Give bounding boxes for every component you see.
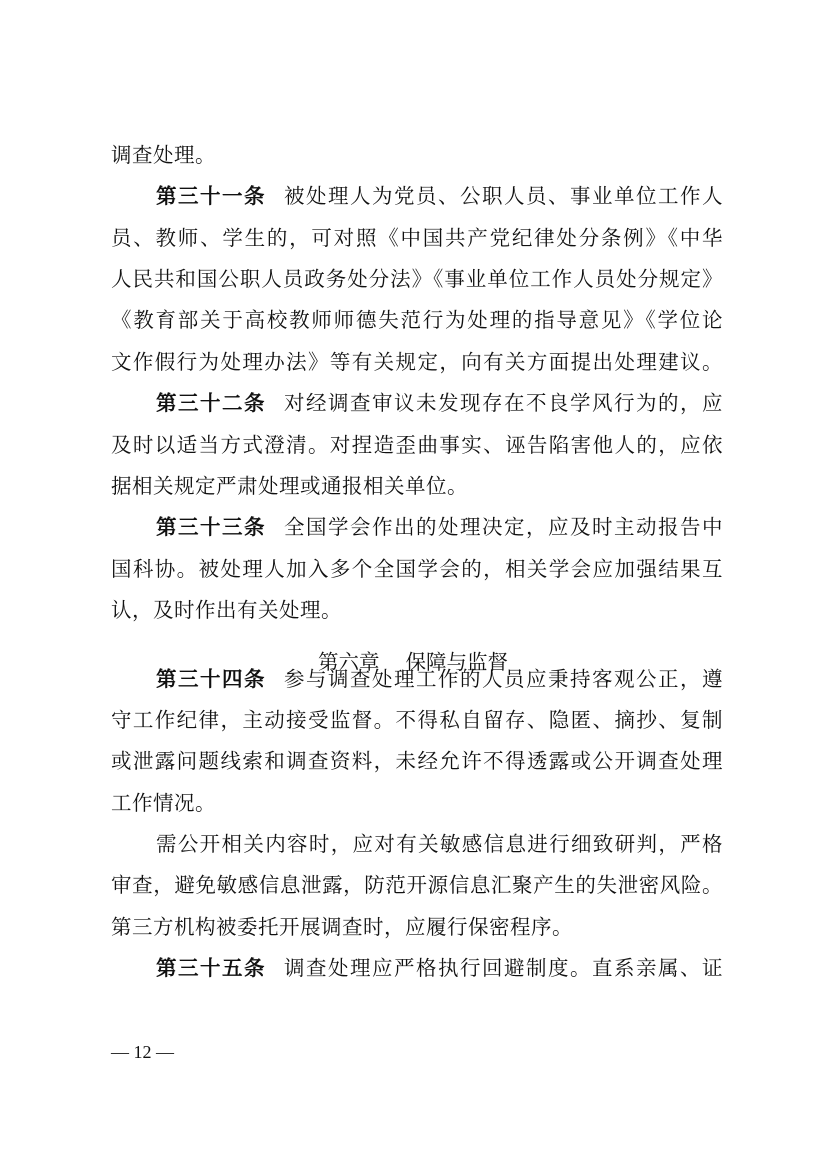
page-number: — 12 — — [111, 1042, 174, 1062]
body-line: 及时以适当方式澄清。对捏造歪曲事实、诬告陷害他人的，应依 — [111, 433, 723, 457]
chapter-heading: 第六章 保障与监督 — [317, 650, 509, 674]
article-number: 第三十二条 — [156, 391, 266, 415]
article-33-line: 第三十三条 全国学会作出的处理决定，应及时主动报告中 — [156, 515, 723, 539]
article-34-line: 第三十四条 参与调查处理工作的人员应秉持客观公正，遵 — [156, 667, 723, 691]
article-number: 第三十三条 — [156, 515, 266, 539]
body-line: 国科协。被处理人加入多个全国学会的，相关学会应加强结果互 — [111, 557, 723, 581]
body-line: 认，及时作出有关处理。 — [111, 598, 342, 622]
body-line: 人民共和国公职人员政务处分法》《事业单位工作人员处分规定》 — [111, 267, 723, 291]
body-line: 或泄露问题线索和调查资料，未经允许不得透露或公开调查处理 — [111, 749, 723, 773]
body-line: 需公开相关内容时，应对有关敏感信息进行细致研判，严格 — [156, 832, 723, 856]
body-line: 第三方机构被委托开展调查时，应履行保密程序。 — [111, 915, 573, 939]
body-line: 工作情况。 — [111, 791, 216, 815]
body-line: 据相关规定严肃处理或通报相关单位。 — [111, 474, 468, 498]
body-line: 员、教师、学生的，可对照《中国共产党纪律处分条例》《中华 — [111, 226, 723, 250]
article-35-line: 第三十五条 调查处理应严格执行回避制度。直系亲属、证 — [156, 956, 723, 980]
body-line: 调查处理。 — [111, 143, 216, 167]
article-number: 第三十五条 — [156, 956, 266, 980]
article-number: 第三十一条 — [156, 184, 266, 208]
body-line: 审查，避免敏感信息泄露，防范开源信息汇聚产生的失泄密风险。 — [111, 873, 723, 897]
article-32-line: 第三十二条 对经调查审议未发现存在不良学风行为的，应 — [156, 391, 723, 415]
body-line: 守工作纪律，主动接受监督。不得私自留存、隐匿、摘抄、复制 — [111, 708, 723, 732]
body-line: 文作假行为处理办法》等有关规定，向有关方面提出处理建议。 — [111, 350, 723, 374]
article-number: 第三十四条 — [156, 667, 266, 691]
article-31-line: 第三十一条 被处理人为党员、公职人员、事业单位工作人 — [156, 184, 723, 208]
body-line: 《教育部关于高校教师师德失范行为处理的指导意见》《学位论 — [111, 308, 723, 332]
